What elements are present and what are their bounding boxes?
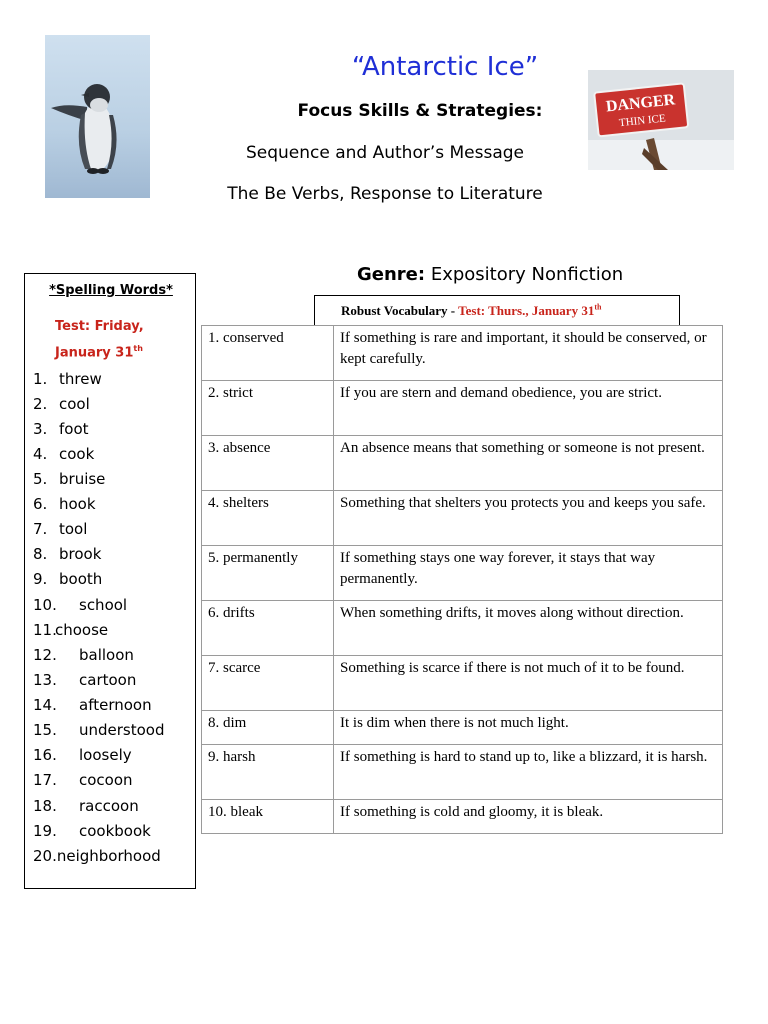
list-item: 10. school bbox=[33, 596, 128, 614]
vocabulary-test-date: Test: Thurs., January 31 bbox=[458, 303, 595, 318]
vocab-definition: It is dim when there is not much light. bbox=[334, 711, 723, 745]
list-item: 1. threw bbox=[33, 370, 102, 388]
vocab-word: 10. bleak bbox=[202, 800, 334, 834]
table-row bbox=[202, 326, 723, 381]
penguin-photo bbox=[45, 35, 150, 198]
vocab-definition: If something is cold and gloomy, it is bleak. bbox=[334, 800, 723, 834]
list-item: 5. bruise bbox=[33, 470, 106, 488]
focus-skill-line-1: Sequence and Author’s Message bbox=[245, 143, 525, 163]
vocab-word: 5. permanently bbox=[202, 546, 334, 601]
vocab-word: 8. dim bbox=[202, 711, 334, 745]
list-item: 3. foot bbox=[33, 420, 89, 438]
list-item: 7. tool bbox=[33, 520, 88, 538]
spelling-test-date bbox=[55, 316, 195, 364]
focus-skills-heading: Focus Skills & Strategies: bbox=[297, 101, 543, 121]
vocabulary-test-sup: th bbox=[594, 302, 602, 312]
vocab-word: 1. conserved bbox=[202, 326, 334, 381]
focus-skill-line-2: The Be Verbs, Response to Literature bbox=[227, 184, 543, 204]
vocab-word: 6. drifts bbox=[202, 601, 334, 656]
vocab-word: 4. shelters bbox=[202, 491, 334, 546]
spelling-test-line-1: Test: Friday, bbox=[55, 319, 144, 334]
list-item: 14. afternoon bbox=[33, 696, 152, 714]
vocabulary-table bbox=[201, 325, 723, 834]
genre-value: Expository Nonfiction bbox=[430, 264, 624, 285]
vocab-definition: If something stays one way forever, it stays that way permanently. bbox=[334, 546, 723, 601]
vocab-definition: Something is scarce if there is not much of it to be found. bbox=[334, 656, 723, 711]
list-item: 18. raccoon bbox=[33, 797, 139, 815]
table-row bbox=[202, 800, 723, 834]
genre-label: Genre: bbox=[357, 264, 426, 285]
spelling-test-line-2: January 31 bbox=[55, 345, 134, 361]
vocab-definition: Something that shelters you protects you and keeps you safe. bbox=[334, 491, 723, 546]
vocabulary-header bbox=[314, 295, 680, 326]
list-item: 4. cook bbox=[33, 445, 95, 463]
list-item: 13. cartoon bbox=[33, 671, 137, 689]
vocabulary-label: Robust Vocabulary - bbox=[341, 303, 459, 318]
table-row bbox=[202, 745, 723, 800]
list-item: 19. cookbook bbox=[33, 822, 151, 840]
list-item: 2. cool bbox=[33, 395, 90, 413]
page-title: “Antarctic Ice” bbox=[351, 52, 539, 82]
list-item: 9. booth bbox=[33, 570, 103, 588]
vocab-word: 7. scarce bbox=[202, 656, 334, 711]
vocab-definition: If something is rare and important, it should be conserved, or kept carefully. bbox=[334, 326, 723, 381]
vocab-word: 3. absence bbox=[202, 436, 334, 491]
table-row bbox=[202, 546, 723, 601]
danger-sign-line1: DANGER bbox=[605, 91, 676, 116]
vocab-word: 9. harsh bbox=[202, 745, 334, 800]
list-item: 11.choose bbox=[33, 621, 109, 639]
table-row bbox=[202, 656, 723, 711]
table-row bbox=[202, 491, 723, 546]
genre-line bbox=[357, 264, 623, 285]
list-item: 6. hook bbox=[33, 495, 96, 513]
list-item: 15. understood bbox=[33, 721, 165, 739]
table-row bbox=[202, 381, 723, 436]
list-item: 20.neighborhood bbox=[33, 847, 161, 865]
list-item: 12. balloon bbox=[33, 646, 134, 664]
danger-sign-line2: THIN ICE bbox=[618, 112, 667, 130]
list-item: 16. loosely bbox=[33, 746, 132, 764]
list-item: 8. brook bbox=[33, 545, 102, 563]
spelling-test-sup: th bbox=[133, 344, 143, 353]
list-item: 17. cocoon bbox=[33, 771, 133, 789]
vocab-definition: If something is hard to stand up to, like a blizzard, it is harsh. bbox=[334, 745, 723, 800]
table-row bbox=[202, 436, 723, 491]
vocab-word: 2. strict bbox=[202, 381, 334, 436]
spelling-heading: *Spelling Words* bbox=[49, 283, 173, 298]
spelling-words-box bbox=[24, 273, 196, 889]
table-row bbox=[202, 711, 723, 745]
vocab-definition: If you are stern and demand obedience, you are strict. bbox=[334, 381, 723, 436]
vocab-definition: When something drifts, it moves along without direction. bbox=[334, 601, 723, 656]
table-row bbox=[202, 601, 723, 656]
vocab-definition: An absence means that something or someone is not present. bbox=[334, 436, 723, 491]
